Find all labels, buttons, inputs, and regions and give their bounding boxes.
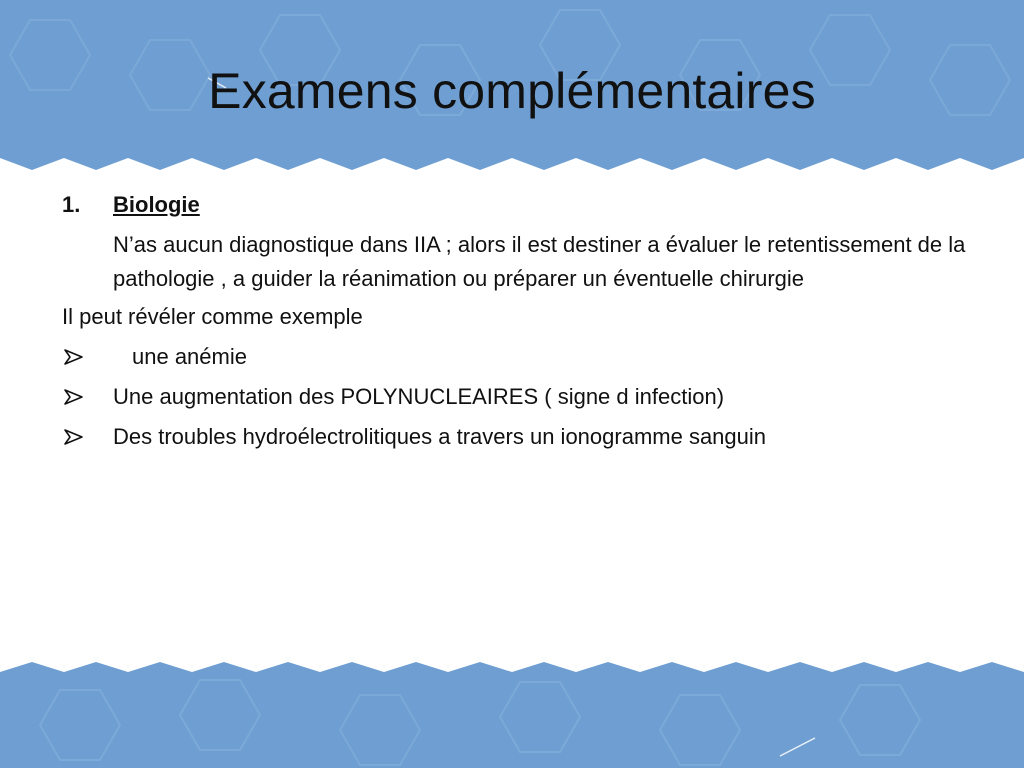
slide-body xyxy=(62,188,982,454)
list-item xyxy=(62,380,982,414)
list-item-text: Une augmentation des POLYNUCLEAIRES ( signe d infection) xyxy=(113,384,725,409)
arrowhead-bullet-icon xyxy=(62,340,86,374)
section-biologie xyxy=(62,188,982,296)
section-heading: Biologie xyxy=(113,192,200,217)
list-item-text: une anémie xyxy=(132,344,247,369)
list-item-text: Des troubles hydroélectrolitiques a travers un ionogramme sanguin xyxy=(113,424,767,449)
slide-title: Examens complémentaires xyxy=(208,63,816,119)
section-paragraph: N’as aucun diagnostique dans IIA ; alors il est destiner a évaluer le retentissement de la pathologie , a guider la réanimation ou préparer un éventuelle chirurgie xyxy=(113,232,966,291)
section-number: 1. xyxy=(62,192,81,217)
list-item xyxy=(62,340,982,374)
intro-line: Il peut révéler comme exemple xyxy=(62,304,363,329)
decorative-bottom-band xyxy=(0,660,1024,768)
arrowhead-bullet-icon xyxy=(62,380,86,414)
arrowhead-bullet-icon xyxy=(62,420,86,454)
list-item xyxy=(62,420,982,454)
